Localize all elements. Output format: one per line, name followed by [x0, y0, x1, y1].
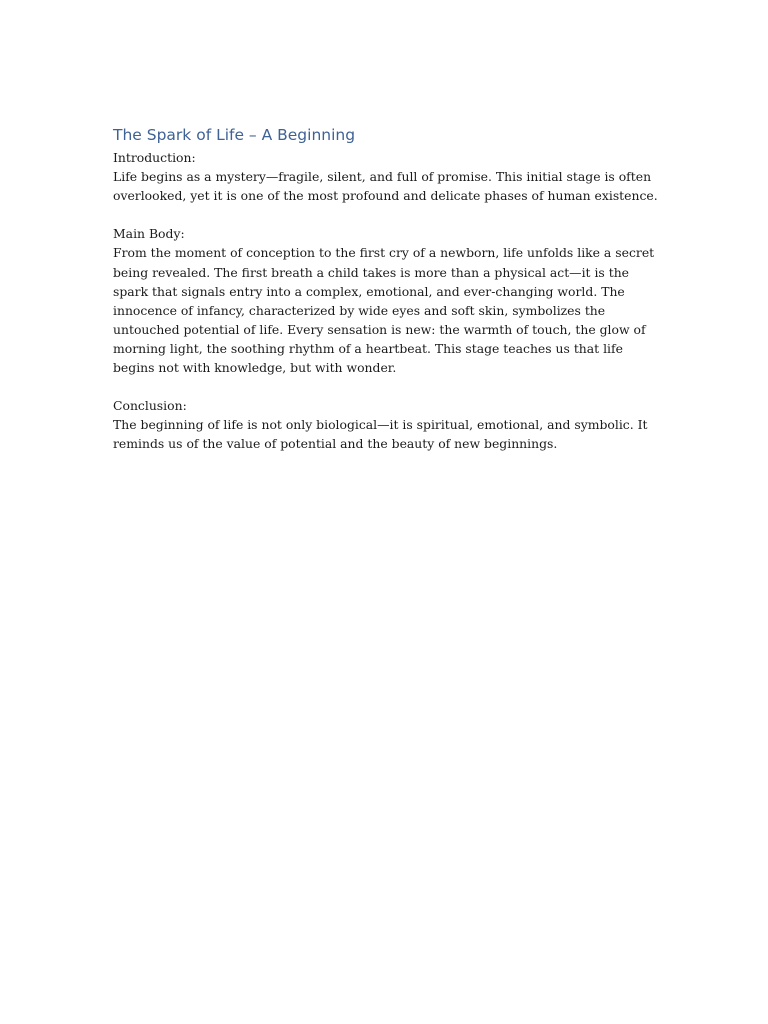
- document-title: The Spark of Life – A Beginning: [113, 126, 356, 144]
- document-body: [113, 124, 658, 454]
- section-text-introduction: Life begins as a mystery—fragile, silent, and full of promise. This initial stage is often overlooked, yet it is one of the most profound and delicate phases of human existence.: [113, 169, 658, 204]
- section-text-main-body: From the moment of conception to the first cry of a newborn, life unfolds like a secret being revealed. The first breath a child takes is more than a physical act—it is the spark that signals entry into a complex, emotional, and ever-changing world. The innocence of infancy, characterized by wide eyes and soft skin, symbolizes the untouched potential of life. Every sensation is new: the warmth of touch, the glow of morning light, the soothing rhythm of a heartbeat. This stage teaches us that life begins not with knowledge, but with wonder.: [113, 245, 655, 376]
- section-heading-conclusion: Conclusion:: [113, 398, 187, 414]
- section-heading-introduction: Introduction:: [113, 150, 196, 165]
- paragraph-spacer: [113, 377, 658, 396]
- section-introduction: [113, 148, 658, 205]
- section-main-body: [113, 224, 658, 377]
- paragraph-spacer: [113, 205, 658, 224]
- section-text-conclusion: The beginning of life is not only biological—it is spiritual, emotional, and symbolic. It reminds us of the value of potential and the beauty of new beginnings.: [113, 417, 648, 452]
- section-heading-main-body: Main Body:: [113, 226, 185, 242]
- section-conclusion: [113, 396, 658, 453]
